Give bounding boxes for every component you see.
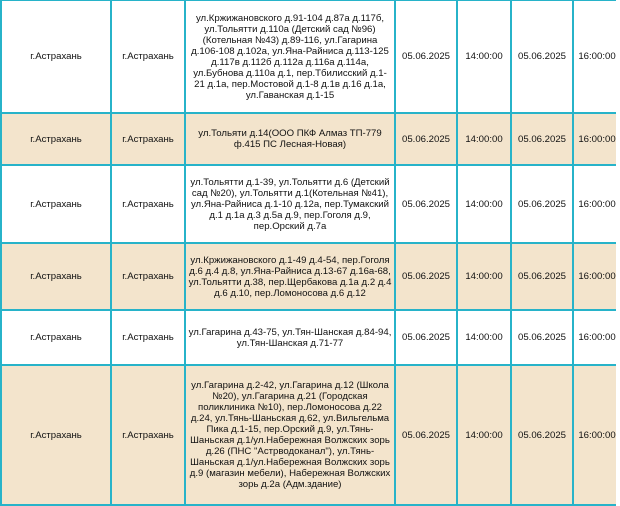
end-time-cell: 16:00:00 (573, 0, 620, 113)
end-date-cell: 05.06.2025 (511, 310, 573, 365)
address-cell: ул.Тольяти д.14(ООО ПКФ Алмаз ТП-779 ф.415 ПС Лесная-Новая) (185, 113, 395, 165)
address-cell: ул.Тольятти д.1-39, ул.Тольятти д.6 (Детский сад №20), ул.Тольятти д.1(Котельная №41), ул.Яна-Райниса д.1-10 д.12а, пер.Тумакский д.1 д.1а д.3 д.5а д.9, пер.Гоголя д.9, пер.Орский д.7а (185, 165, 395, 243)
start-date-cell: 05.06.2025 (395, 365, 457, 505)
start-time-cell: 14:00:00 (457, 165, 511, 243)
start-time-cell: 14:00:00 (457, 310, 511, 365)
district-cell: г.Астрахань (1, 310, 111, 365)
locality-cell: г.Астрахань (111, 165, 185, 243)
locality-cell: г.Астрахань (111, 0, 185, 113)
start-time-cell: 14:00:00 (457, 365, 511, 505)
end-date-cell: 05.06.2025 (511, 165, 573, 243)
table-row (1, 165, 620, 243)
start-date-cell: 05.06.2025 (395, 310, 457, 365)
table-row (1, 113, 620, 165)
locality-cell: г.Астрахань (111, 310, 185, 365)
address-cell: ул.Кржижановского д.1-49 д.4-54, пер.Гоголя д.6 д.4 д.8, ул.Яна-Райниса д.13-67 д.16а-68, ул.Тольятти д.38, пер.Щербакова д.1а д.2 д.4 д.6 д.10, пер.Ломоносова д.6 д.12 (185, 243, 395, 310)
district-cell: г.Астрахань (1, 165, 111, 243)
address-cell: ул.Гагарина д.2-42, ул.Гагарина д.12 (Школа №20), ул.Гагарина д.21 (Городская поликлиника №10), пер.Ломоносова д.22 д.24, ул.Тянь-Шаньская д.62, ул.Вильгельма Пика д.1-15, пер.Орский д.9, ул.Тянь-Шаньская д.1/ул.Набережная Волжских зорь д.26 (ПНС "Астрводоканал"), ул.Тянь-Шаньская д.1/ул.Набережная Волжских зорь д.9 (магазин мебели), Набережная Волжских зорь д.2а (Адм.здание) (185, 365, 395, 505)
district-cell: г.Астрахань (1, 243, 111, 310)
district-cell: г.Астрахань (1, 365, 111, 505)
end-date-cell: 05.06.2025 (511, 365, 573, 505)
locality-cell: г.Астрахань (111, 243, 185, 310)
address-cell: ул.Кржижановского д.91-104 д.87а д.117б, ул.Тольятти д.110а (Детский сад №96) (Котельная №43) д.89-116, ул.Гагарина д.106-108 д.102а, ул.Яна-Райниса д.113-125 д.117в д.112б д.112а д.116а д.114а, ул.Бубнова д.110а д.1, пер.Тбилисский д.1-21 д.1а, пер.Мостовой д.1-8 д.1в д.16 д.1а, ул.Гаванская д.1-15 (185, 0, 395, 113)
start-date-cell: 05.06.2025 (395, 113, 457, 165)
end-time-cell: 16:00:00 (573, 165, 620, 243)
start-date-cell: 05.06.2025 (395, 243, 457, 310)
start-date-cell: 05.06.2025 (395, 0, 457, 113)
end-date-cell: 05.06.2025 (511, 113, 573, 165)
start-time-cell: 14:00:00 (457, 0, 511, 113)
start-time-cell: 14:00:00 (457, 243, 511, 310)
district-cell: г.Астрахань (1, 113, 111, 165)
address-cell: ул.Гагарина д.43-75, ул.Тян-Шанская д.84-94, ул.Тян-Шанская д.71-77 (185, 310, 395, 365)
start-date-cell: 05.06.2025 (395, 165, 457, 243)
table-row (1, 243, 620, 310)
locality-cell: г.Астрахань (111, 113, 185, 165)
locality-cell: г.Астрахань (111, 365, 185, 505)
table-row (1, 0, 620, 113)
district-cell: г.Астрахань (1, 0, 111, 113)
end-date-cell: 05.06.2025 (511, 0, 573, 113)
end-time-cell: 16:00:00 (573, 310, 620, 365)
table-row (1, 365, 620, 505)
table-row (1, 310, 620, 365)
end-date-cell: 05.06.2025 (511, 243, 573, 310)
page-edge (616, 0, 620, 506)
end-time-cell: 16:00:00 (573, 243, 620, 310)
start-time-cell: 14:00:00 (457, 113, 511, 165)
end-time-cell: 16:00:00 (573, 365, 620, 505)
end-time-cell: 16:00:00 (573, 113, 620, 165)
